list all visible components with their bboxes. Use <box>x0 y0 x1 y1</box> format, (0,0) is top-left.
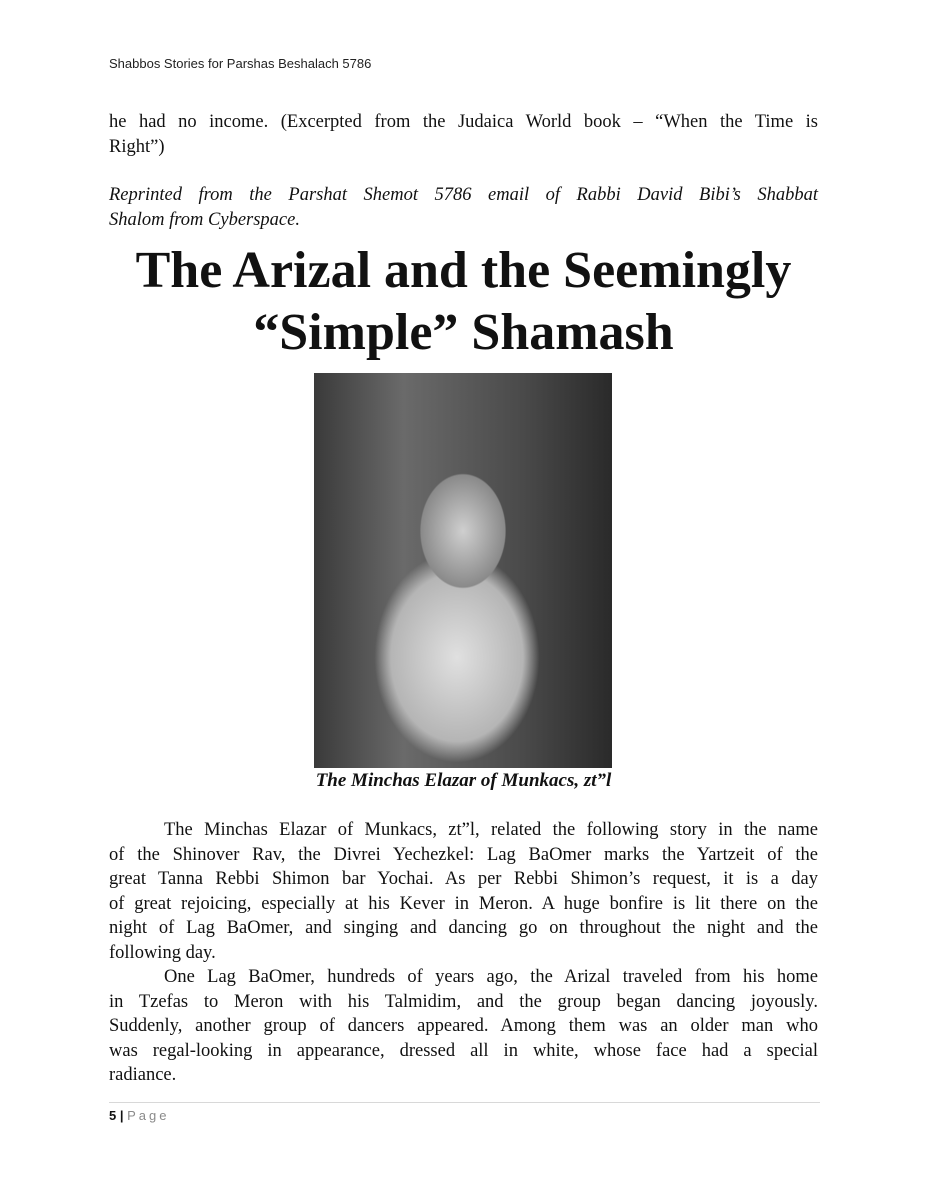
running-header: Shabbos Stories for Parshas Beshalach 5786 <box>109 56 372 71</box>
page-footer <box>109 1108 170 1123</box>
text-line: The Minchas Elazar of Munkacs, zt”l, related the following story in the name <box>164 820 818 840</box>
page-label: Page <box>127 1108 170 1123</box>
text-line: Reprinted from the Parshat Shemot 5786 email of Rabbi David Bibi’s Shabbat <box>109 185 818 205</box>
title-line: “Simple” Shamash <box>253 304 674 361</box>
text-line: was regal-looking in appearance, dressed all in white, whose face had a special <box>109 1040 818 1061</box>
intro-paragraph <box>109 110 818 159</box>
page-number: 5 <box>109 1108 117 1123</box>
text-line: of the Shinover Rav, the Divrei Yechezkel: Lag BaOmer marks the Yartzeit of the <box>109 844 818 865</box>
text-line: in Tzefas to Meron with his Talmidim, and the group began dancing joyously. <box>109 991 818 1012</box>
body-paragraph-1 <box>109 818 818 965</box>
body-paragraph-2 <box>109 965 818 1088</box>
portrait-photo <box>314 373 612 768</box>
text-line: following day. <box>109 942 216 963</box>
reprint-note <box>109 183 818 232</box>
text-line: radiance. <box>109 1065 177 1085</box>
article-title <box>60 240 867 364</box>
footer-separator: | <box>119 1108 124 1123</box>
text-line: great Tanna Rebbi Shimon bar Yochai. As per Rebbi Shimon’s request, it is a day <box>109 869 818 889</box>
text-line: Suddenly, another group of dancers appeared. Among them was an older man who <box>109 1016 818 1036</box>
footer-divider <box>109 1102 820 1103</box>
text-line: One Lag BaOmer, hundreds of years ago, the Arizal traveled from his home <box>164 967 818 987</box>
title-line: The Arizal and the Seemingly <box>135 242 792 299</box>
text-line: night of Lag BaOmer, and singing and dancing go on throughout the night and the <box>109 918 818 938</box>
text-line: of great rejoicing, especially at his Kever in Meron. A huge bonfire is lit there on the <box>109 893 818 914</box>
text-line: Right”) <box>109 136 165 157</box>
photo-caption: The Minchas Elazar of Munkacs, zt”l <box>315 770 612 791</box>
text-line: Shalom from Cyberspace. <box>109 209 300 230</box>
text-line: he had no income. (Excerpted from the Judaica World book – “When the Time is <box>109 112 818 132</box>
